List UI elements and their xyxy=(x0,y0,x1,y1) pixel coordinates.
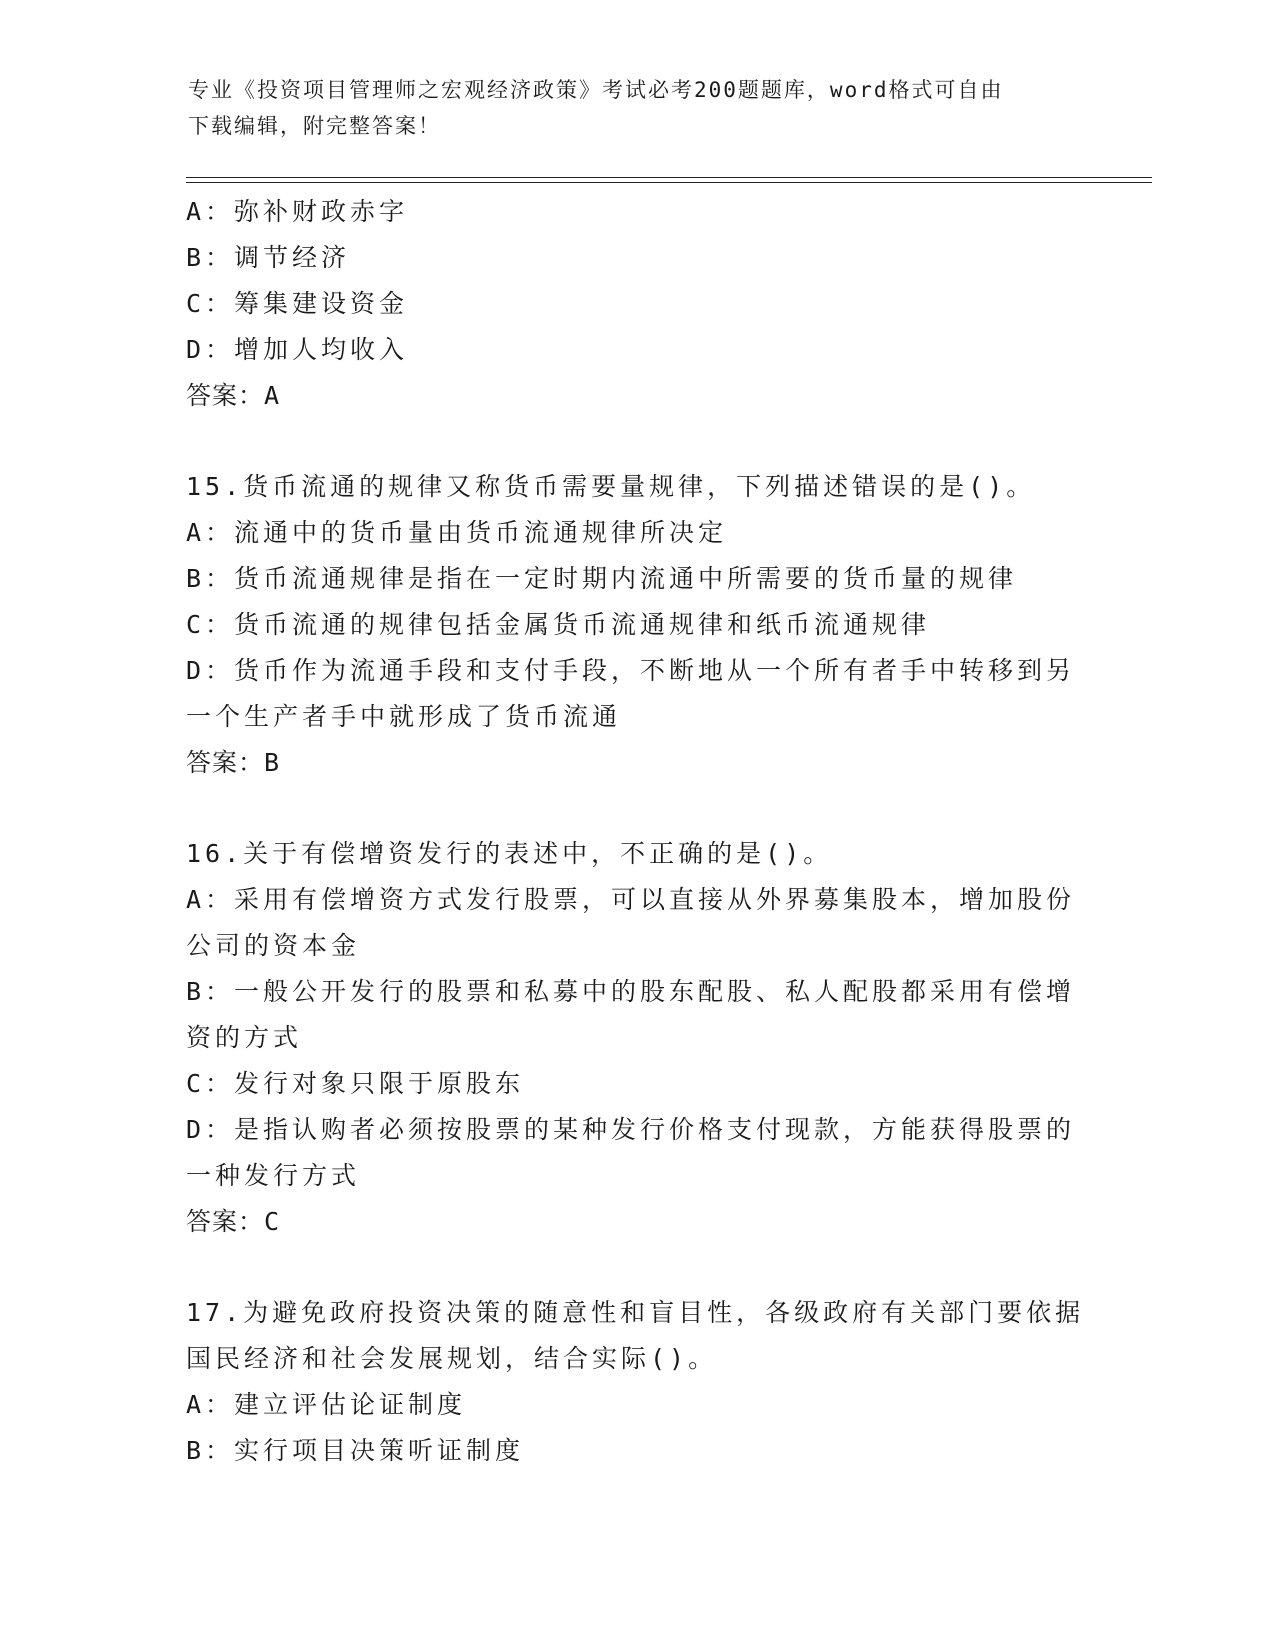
header-line-2: 下载编辑，附完整答案！ xyxy=(188,114,441,138)
q16-option-b-line-1: B：一般公开发行的股票和私募中的股东配股、私人配股都采用有偿增 xyxy=(186,977,1076,1006)
spacer xyxy=(186,1245,1086,1290)
q14-answer: 答案：A xyxy=(186,381,281,410)
spacer xyxy=(186,786,1086,831)
q15-option-a: A：流通中的货币量由货币流通规律所决定 xyxy=(186,518,728,547)
header-rule-bottom xyxy=(186,182,1152,183)
q14-option-a: A：弥补财政赤字 xyxy=(186,197,409,226)
q14-option-c: C：筹集建设资金 xyxy=(186,289,409,318)
question-17-block xyxy=(186,1290,1086,1474)
q15-answer: 答案：B xyxy=(186,748,281,777)
header-line-1: 专业《投资项目管理师之宏观经济政策》考试必考200题题库，word格式可自由 xyxy=(188,78,1004,102)
q16-option-d-line-2: 一种发行方式 xyxy=(186,1161,361,1190)
question-content xyxy=(186,189,1086,1474)
q16-option-a-line-2: 公司的资本金 xyxy=(186,931,361,960)
q16-option-d-line-1: D：是指认购者必须按股票的某种发行价格支付现款，方能获得股票的 xyxy=(186,1115,1076,1144)
q16-answer: 答案：C xyxy=(186,1207,281,1236)
q16-option-a-line-1: A：采用有偿增资方式发行股票，可以直接从外界募集股本，增加股份 xyxy=(186,885,1076,914)
q16-option-c: C：发行对象只限于原股东 xyxy=(186,1069,525,1098)
q15-option-b: B：货币流通规律是指在一定时期内流通中所需要的货币量的规律 xyxy=(186,564,1018,593)
q15-option-d-line-1: D：货币作为流通手段和支付手段，不断地从一个所有者手中转移到另 xyxy=(186,656,1076,685)
q17-question-line-2: 国民经济和社会发展规划，结合实际()。 xyxy=(186,1344,718,1373)
spacer xyxy=(186,419,1086,464)
q17-question-line-1: 17.为避免政府投资决策的随意性和盲目性，各级政府有关部门要依据 xyxy=(186,1298,1085,1327)
q17-option-a: A：建立评估论证制度 xyxy=(186,1390,467,1419)
q14-option-d: D：增加人均收入 xyxy=(186,335,409,364)
q17-option-b: B：实行项目决策听证制度 xyxy=(186,1436,525,1465)
q16-question: 16.关于有偿增资发行的表述中，不正确的是()。 xyxy=(186,839,833,868)
q15-option-d-line-2: 一个生产者手中就形成了货币流通 xyxy=(186,702,622,731)
question-16-block xyxy=(186,831,1086,1245)
question-15-block xyxy=(186,464,1086,786)
q14-option-b: B：调节经济 xyxy=(186,243,351,272)
question-14-block xyxy=(186,189,1086,419)
q15-option-c: C：货币流通的规律包括金属货币流通规律和纸币流通规律 xyxy=(186,610,931,639)
q16-option-b-line-2: 资的方式 xyxy=(186,1023,303,1052)
header-rule-top xyxy=(186,177,1152,178)
q15-question: 15.货币流通的规律又称货币需要量规律，下列描述错误的是()。 xyxy=(186,472,1036,501)
document-header xyxy=(188,72,1088,144)
